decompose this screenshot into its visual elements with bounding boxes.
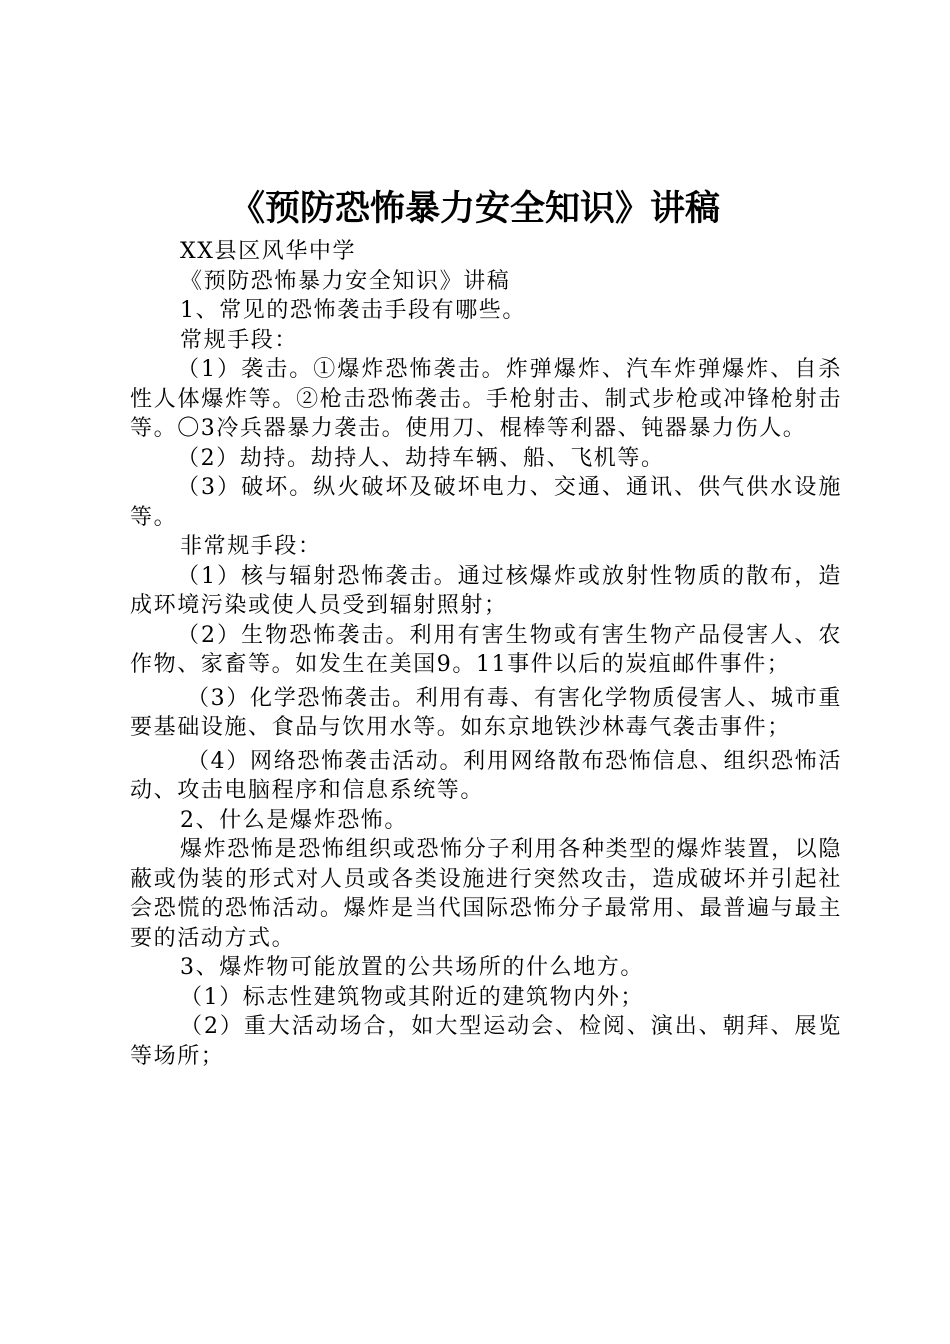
paragraph: （2）生物恐怖袭击。利用有害生物或有害生物产品侵害人、农作物、家畜等。如发生在美国9。11事件以后的炭疽邮件事件； <box>130 622 842 677</box>
paragraph: 3、爆炸物可能放置的公共场所的什么地方。 <box>180 955 644 980</box>
paragraph: （1）标志性建筑物或其附近的建筑物内外； <box>180 984 644 1010</box>
paragraph: 1、常见的恐怖袭击手段有哪些。 <box>180 298 526 323</box>
paragraph: 爆炸恐怖是恐怖组织或恐怖分子利用各种类型的爆炸装置，以隐蔽或伪装的形式对人员或各类设施进行突然攻击，造成破坏并引起社会恐慌的恐怖活动。爆炸是当代国际恐怖分子最常用、最普遍与最主要的活动方式。 <box>130 837 842 951</box>
paragraph: （3）化学恐怖袭击。利用有毒、有害化学物质侵害人、城市重要基础设施、食品与饮用水等。如东京地铁沙林毒气袭击事件； <box>130 685 842 740</box>
paragraph: 非常规手段： <box>180 534 322 559</box>
paragraph: （1）袭击。①爆炸恐怖袭击。炸弹爆炸、汽车炸弹爆炸、自杀性人体爆炸等。②枪击恐怖袭击。手枪射击、制式步枪或冲锋枪射击等。〇3冷兵器暴力袭击。使用刀、棍棒等利器、钝器暴力伤人。 <box>130 357 842 441</box>
paragraph: （4）网络恐怖袭击活动。利用网络散布恐怖信息、组织恐怖活动、攻击电脑程序和信息系统等。 <box>130 748 842 803</box>
document-title: 《预防恐怖暴力安全知识》讲稿 <box>229 188 720 229</box>
paragraph: （2）重大活动场合，如大型运动会、检阅、演出、朝拜、展览等场所； <box>130 1014 842 1069</box>
paragraph: XX县区风华中学 <box>180 239 357 264</box>
paragraph: （1）核与辐射恐怖袭击。通过核爆炸或放射性物质的散布，造成环境污染或使人员受到辐射照射； <box>130 563 842 618</box>
document-body <box>130 237 842 1071</box>
paragraph: 2、什么是爆炸恐怖。 <box>180 807 408 833</box>
paragraph: （3）破坏。纵火破坏及破坏电力、交通、通讯、供气供水设施等。 <box>130 475 842 530</box>
paragraph: （2）劫持。劫持人、劫持车辆、船、飞机等。 <box>177 445 665 471</box>
paragraph: 《预防恐怖暴力安全知识》讲稿 <box>180 268 511 294</box>
paragraph: 常规手段： <box>180 327 299 353</box>
